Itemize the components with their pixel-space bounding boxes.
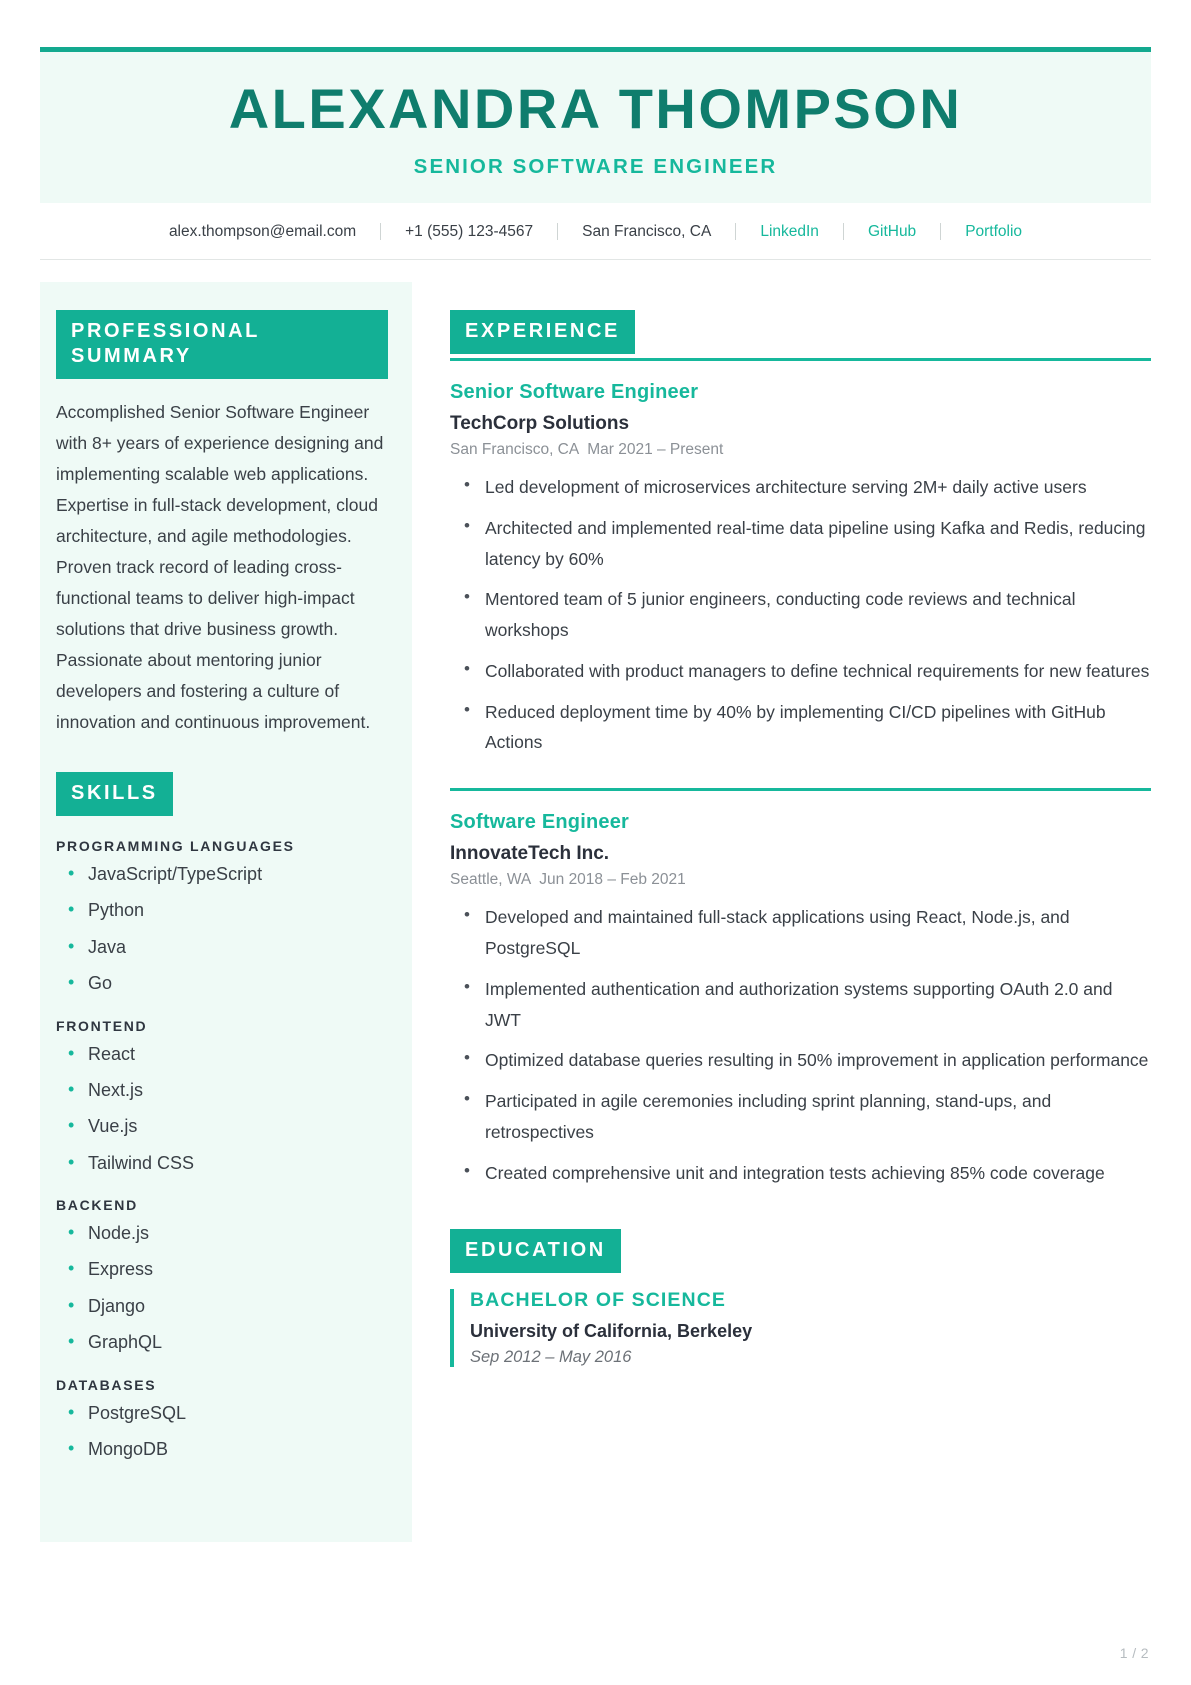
job-title: Software Engineer bbox=[450, 811, 629, 834]
job-bullet-list bbox=[450, 472, 1151, 758]
experience-entry bbox=[450, 381, 1151, 758]
skill-item: • Next.js bbox=[56, 1079, 388, 1102]
sidebar bbox=[40, 282, 412, 1542]
job-bullet-list bbox=[450, 902, 1151, 1188]
contact-item-github[interactable]: GitHub bbox=[867, 222, 917, 240]
education-list bbox=[450, 1289, 1151, 1367]
contact-item-1-555-123-4567: +1 (555) 123-4567 bbox=[405, 222, 534, 240]
skill-item: • Tailwind CSS bbox=[56, 1152, 388, 1175]
skills-heading-wrap bbox=[56, 772, 388, 816]
education-section bbox=[450, 1229, 1151, 1367]
education-dates: Sep 2012 – May 2016 bbox=[470, 1347, 632, 1366]
job-bullet: • Led development of microservices architecture serving 2M+ daily active users bbox=[450, 472, 1151, 503]
experience-heading-rule bbox=[450, 358, 1151, 361]
experience-list bbox=[450, 381, 1151, 1189]
job-bullet: • Implemented authentication and authorization systems supporting OAuth 2.0 and JWT bbox=[450, 974, 1151, 1036]
skill-group bbox=[56, 1197, 388, 1355]
contact-item-portfolio[interactable]: Portfolio bbox=[965, 222, 1023, 240]
section-heading-professional-summary: PROFESSIONAL SUMMARY bbox=[56, 310, 388, 379]
job-title: Senior Software Engineer bbox=[450, 380, 699, 403]
skill-item: • Python bbox=[56, 899, 388, 922]
job-divider bbox=[450, 788, 1151, 791]
contact-item-linkedin[interactable]: LinkedIn bbox=[760, 222, 819, 240]
skill-group bbox=[56, 1018, 388, 1176]
main-column bbox=[412, 282, 1151, 1367]
job-bullet: • Mentored team of 5 junior engineers, conducting code reviews and technical workshops bbox=[450, 584, 1151, 646]
job-dates: Mar 2021 – Present bbox=[587, 440, 724, 458]
section-heading-education: EDUCATION bbox=[450, 1229, 621, 1273]
resume-header bbox=[40, 47, 1151, 203]
job-company: InnovateTech Inc. bbox=[450, 843, 610, 865]
skill-item: • MongoDB bbox=[56, 1438, 388, 1461]
skill-item: • GraphQL bbox=[56, 1331, 388, 1354]
experience-entry bbox=[450, 811, 1151, 1188]
page-number: 1 / 2 bbox=[1119, 1645, 1149, 1661]
job-bullet: • Collaborated with product managers to define technical requirements for new features bbox=[450, 656, 1151, 687]
job-bullet: • Created comprehensive unit and integration tests achieving 85% code coverage bbox=[450, 1158, 1151, 1189]
candidate-name: ALEXANDRA THOMPSON bbox=[228, 77, 963, 140]
job-location: San Francisco, CA bbox=[450, 440, 580, 458]
skill-group-title: BACKEND bbox=[56, 1197, 138, 1214]
experience-heading-wrap bbox=[450, 310, 1151, 361]
skill-group bbox=[56, 838, 388, 996]
job-dates: Jun 2018 – Feb 2021 bbox=[539, 871, 686, 889]
skill-list bbox=[56, 1043, 388, 1176]
skill-groups bbox=[56, 838, 388, 1461]
skill-item: • React bbox=[56, 1043, 388, 1066]
skill-group-title: PROGRAMMING LANGUAGES bbox=[56, 837, 295, 854]
skill-group bbox=[56, 1377, 388, 1462]
job-bullet: • Optimized database queries resulting in 50% improvement in application performance bbox=[450, 1045, 1151, 1076]
job-meta bbox=[450, 441, 1151, 459]
job-location: Seattle, WA bbox=[450, 871, 532, 889]
skill-item: • JavaScript/TypeScript bbox=[56, 863, 388, 886]
skill-list bbox=[56, 863, 388, 996]
skill-list bbox=[56, 1222, 388, 1355]
skill-item: • Vue.js bbox=[56, 1115, 388, 1138]
education-school: University of California, Berkeley bbox=[470, 1320, 753, 1341]
skill-item: • Express bbox=[56, 1258, 388, 1281]
resume-body bbox=[40, 282, 1151, 1542]
contact-bar bbox=[40, 203, 1151, 260]
skill-item: • Java bbox=[56, 936, 388, 959]
education-degree: BACHELOR OF SCIENCE bbox=[470, 1288, 726, 1311]
job-company: TechCorp Solutions bbox=[450, 412, 630, 434]
contact-item-alex-thompson-email-com: alex.thompson@email.com bbox=[168, 222, 357, 240]
job-bullet: • Reduced deployment time by 40% by implementing CI/CD pipelines with GitHub Actions bbox=[450, 697, 1151, 759]
candidate-job-title: SENIOR SOFTWARE ENGINEER bbox=[413, 154, 778, 178]
skill-list bbox=[56, 1402, 388, 1462]
section-heading-skills: SKILLS bbox=[56, 772, 173, 816]
education-entry bbox=[450, 1289, 1151, 1367]
section-heading-experience: EXPERIENCE bbox=[450, 310, 635, 354]
skill-group-title: DATABASES bbox=[56, 1376, 157, 1393]
contact-item-san-francisco-ca: San Francisco, CA bbox=[582, 222, 712, 240]
skill-item: • Django bbox=[56, 1295, 388, 1318]
skill-group-title: FRONTEND bbox=[56, 1017, 148, 1034]
professional-summary-text: Accomplished Senior Software Engineer with 8+ years of experience designing and implementing scalable web applications. Expertise in full-stack development, cloud architecture, and agile methodologies. Proven track record of leading cross-functional teams to deliver high-impact solutions that drive business growth. Passionate about mentoring junior developers and fostering a culture of innovation and continuous improvement. bbox=[56, 402, 384, 732]
skill-item: • PostgreSQL bbox=[56, 1402, 388, 1425]
skill-item: • Go bbox=[56, 972, 388, 995]
job-bullet: • Developed and maintained full-stack applications using React, Node.js, and PostgreSQL bbox=[450, 902, 1151, 964]
job-meta bbox=[450, 871, 1151, 889]
job-bullet: • Architected and implemented real-time data pipeline using Kafka and Redis, reducing latency by 60% bbox=[450, 513, 1151, 575]
skill-item: • Node.js bbox=[56, 1222, 388, 1245]
job-bullet: • Participated in agile ceremonies including sprint planning, stand-ups, and retrospectives bbox=[450, 1086, 1151, 1148]
